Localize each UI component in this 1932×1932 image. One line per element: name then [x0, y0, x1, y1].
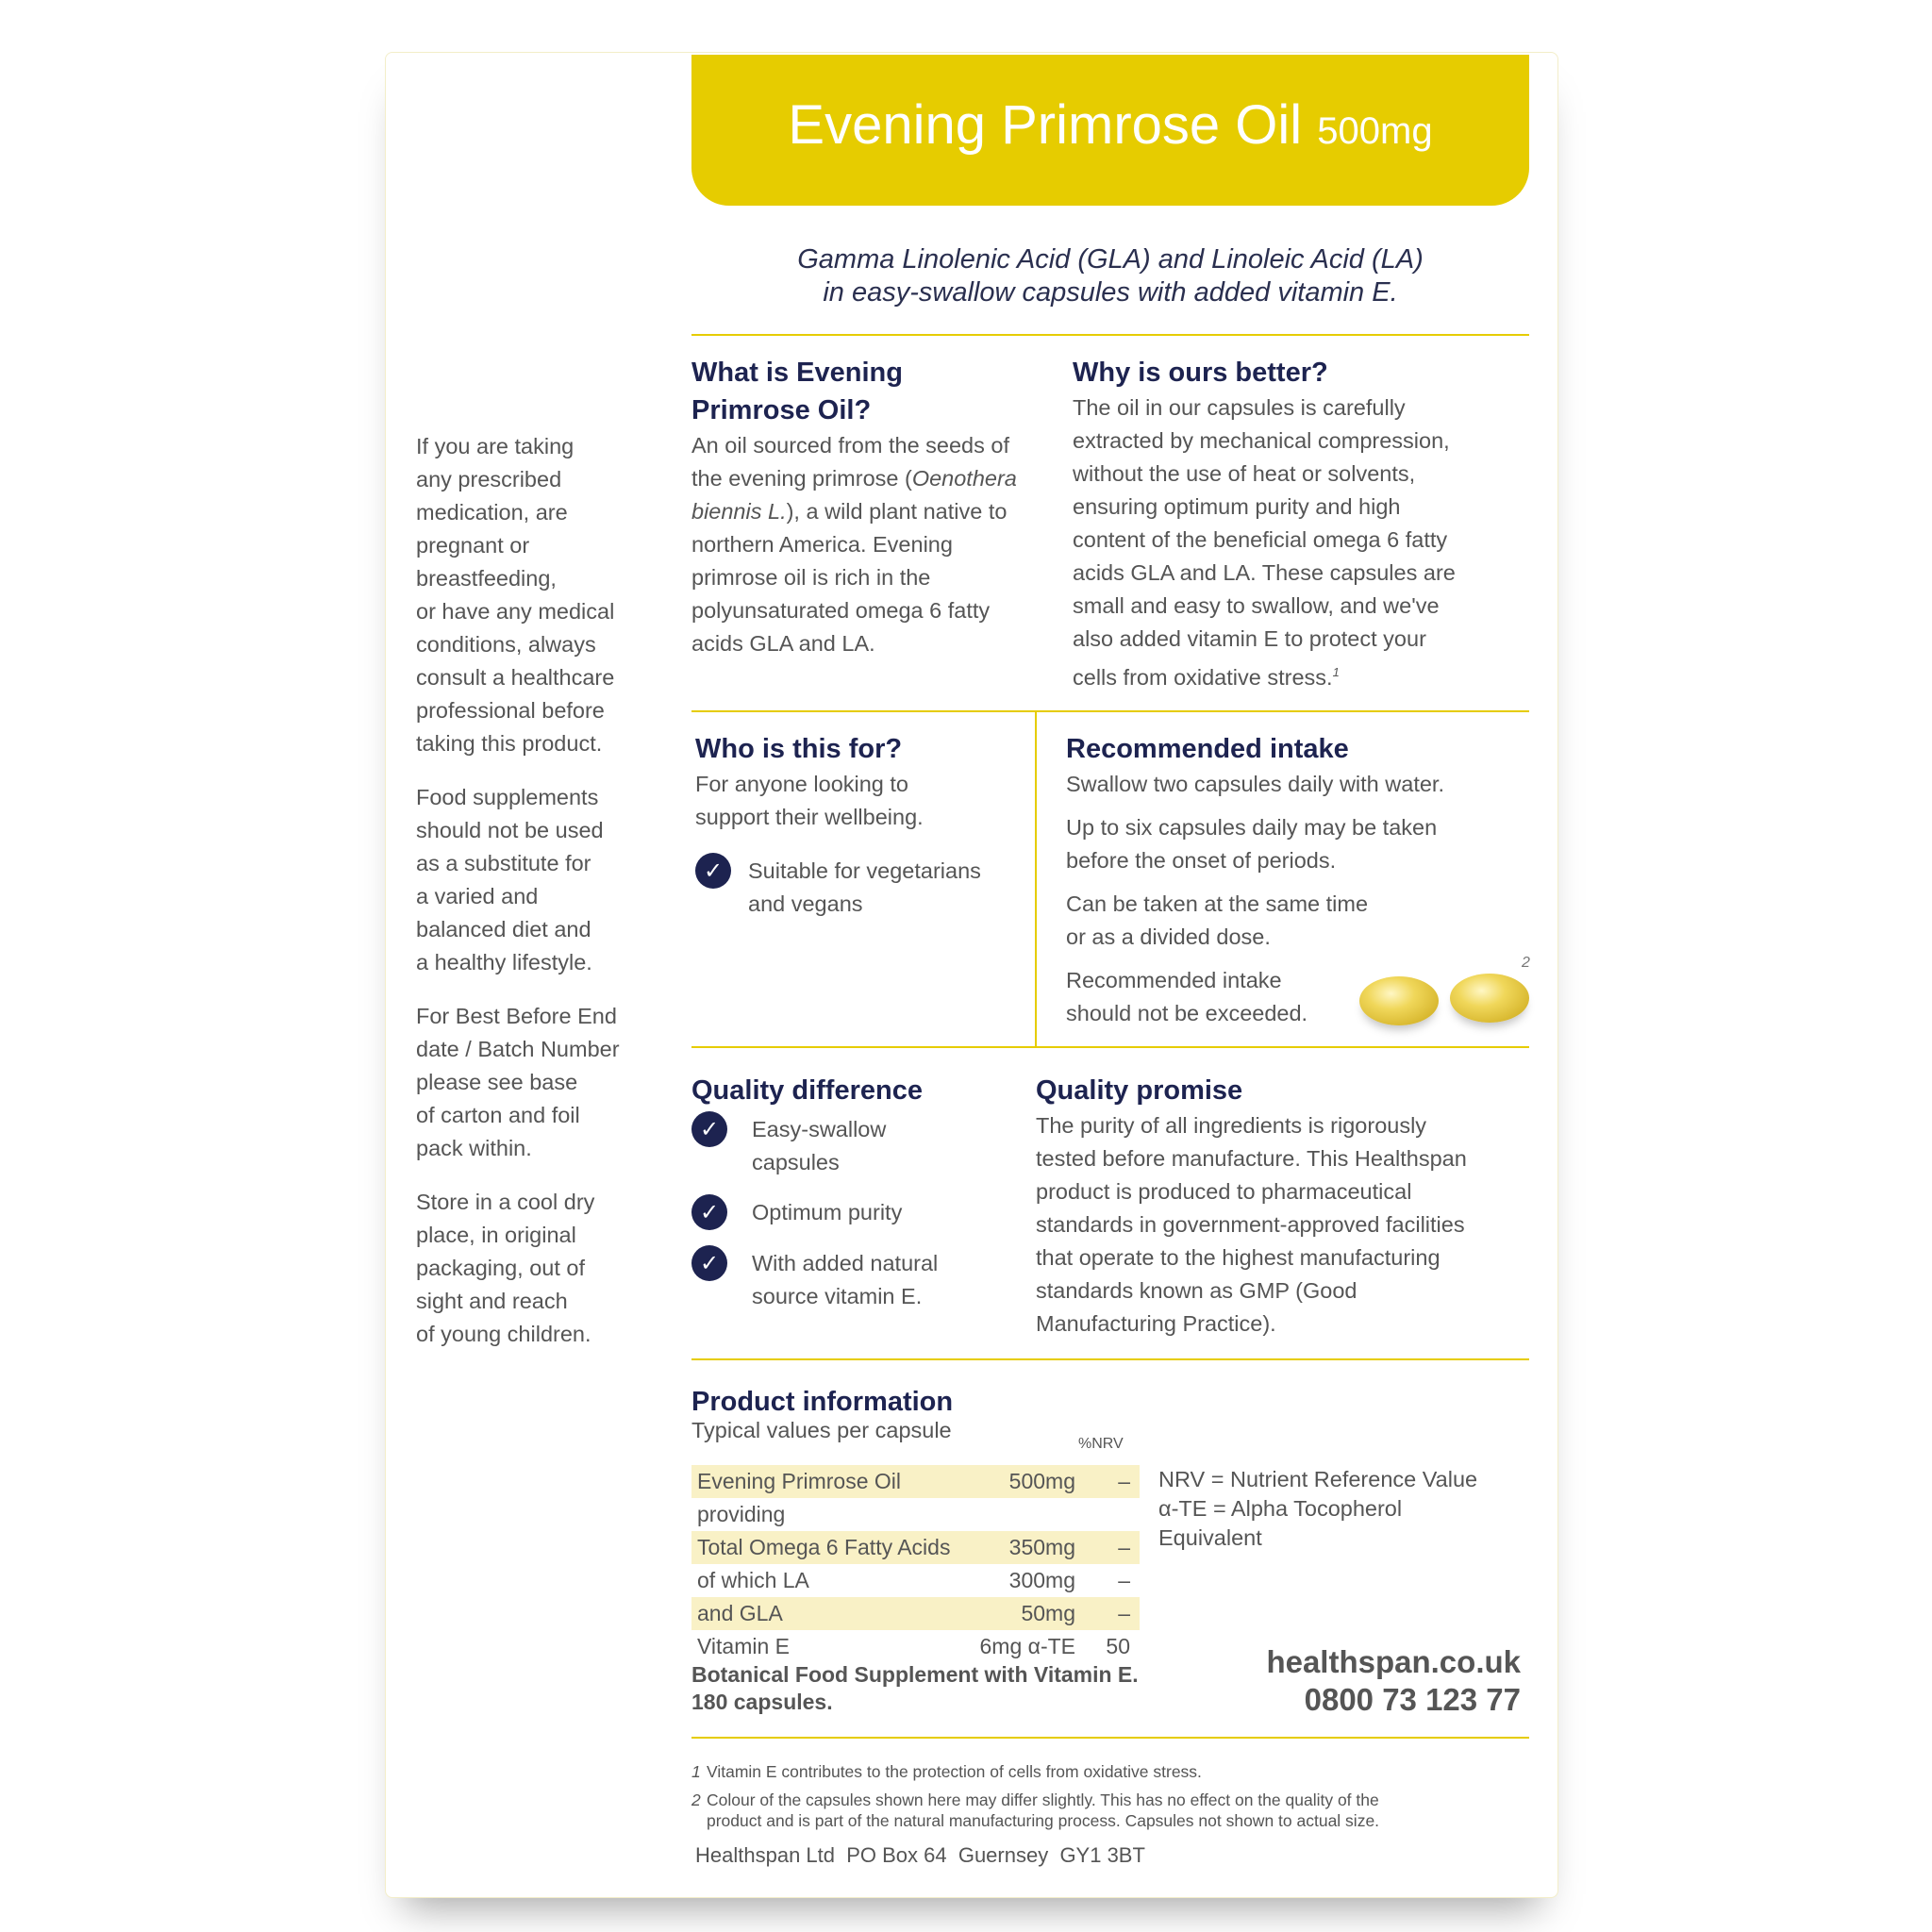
- sidebar-line: date / Batch Number: [416, 1037, 620, 1061]
- promise-line: that operate to the highest manufacturing: [1036, 1245, 1441, 1270]
- nrv-header: %NRV: [1078, 1436, 1124, 1452]
- promise-line: tested before manufacture. This Healthspan: [1036, 1146, 1467, 1171]
- checkmark-icon: ✓: [691, 1245, 727, 1281]
- divider: [691, 1737, 1529, 1739]
- why-line: extracted by mechanical compression,: [1073, 428, 1450, 453]
- nutrient-name: and GLA: [697, 1601, 783, 1625]
- sidebar-line: packaging, out of: [416, 1256, 585, 1280]
- promise-line: standards known as GMP (Good: [1036, 1278, 1357, 1303]
- why-heading: Why is ours better?: [1073, 358, 1328, 388]
- nutrient-nrv: –: [1118, 1568, 1130, 1592]
- quality-item-line: Optimum purity: [752, 1200, 903, 1224]
- what-heading: What is Evening Primrose Oil?: [691, 358, 903, 425]
- contact-block: [1266, 1643, 1521, 1719]
- sidebar-line: pack within.: [416, 1136, 532, 1160]
- quality-item-line: With added natural: [752, 1251, 939, 1275]
- sidebar-line: sight and reach: [416, 1289, 568, 1313]
- phone-number: 0800 73 123 77: [1304, 1682, 1521, 1717]
- sidebar-line: any prescribed: [416, 467, 562, 491]
- sidebar-line: Store in a cool dry: [416, 1190, 595, 1214]
- quality-promise-text: [1036, 1109, 1536, 1341]
- divider-vertical: [1035, 710, 1037, 1046]
- table-row: [691, 1498, 1140, 1531]
- sidebar-line: please see base: [416, 1070, 578, 1094]
- why-line: without the use of heat or solvents,: [1073, 461, 1416, 486]
- checkmark-icon: ✓: [695, 853, 731, 889]
- nutrient-nrv: 50: [1106, 1634, 1130, 1658]
- nutrient-amount: 300mg: [1008, 1568, 1075, 1592]
- company-address: Healthspan Ltd PO Box 64 Guernsey GY1 3BT: [695, 1843, 1145, 1867]
- sidebar-line: professional before: [416, 698, 605, 723]
- vegan-check: ✓ Suitable for vegetarians and vegans: [695, 855, 1025, 921]
- table-row: [691, 1465, 1140, 1498]
- checkmark-icon: ✓: [691, 1194, 727, 1230]
- nutrient-nrv: –: [1118, 1601, 1130, 1625]
- product-info-heading-block: [691, 1383, 953, 1443]
- sidebar-line: For Best Before End: [416, 1004, 617, 1028]
- nutrient-name: Evening Primrose Oil: [697, 1469, 902, 1493]
- why-text: [1073, 391, 1544, 656]
- who-section: [695, 730, 1025, 921]
- table-row: [691, 1630, 1140, 1663]
- promise-line: product is produced to pharmaceutical: [1036, 1179, 1412, 1204]
- sidebar-line: medication, are: [416, 500, 568, 525]
- product-summary: Botanical Food Supplement with Vitamin E. 180 capsules.: [691, 1662, 1139, 1714]
- nutrient-nrv: –: [1118, 1469, 1130, 1493]
- quality-item: [691, 1196, 1012, 1230]
- intake-heading: Recommended intake: [1066, 734, 1349, 764]
- nutrition-table: [691, 1465, 1140, 1663]
- footnote-ref: 2: [1522, 955, 1530, 971]
- quality-item-line: capsules: [752, 1150, 840, 1174]
- sidebar-paragraph: [416, 1186, 661, 1351]
- nutrient-amount: 6mg α-TE: [979, 1634, 1075, 1658]
- product-info-subheading: Typical values per capsule: [691, 1418, 952, 1442]
- table-row: [691, 1597, 1140, 1630]
- nutrient-amount: 500mg: [1008, 1469, 1075, 1493]
- who-text: For anyone looking to support their wellbeing.: [695, 772, 924, 829]
- divider: [691, 334, 1529, 336]
- sidebar-line: should not be used: [416, 818, 604, 842]
- nutrient-name: of which LA: [697, 1568, 809, 1592]
- why-line: The oil in our capsules is carefully: [1073, 395, 1406, 420]
- sidebar-line: of carton and foil: [416, 1103, 580, 1127]
- quality-difference-section: [691, 1072, 1012, 1313]
- sidebar-warnings: [416, 430, 661, 1372]
- promise-line: standards in government-approved facilities: [1036, 1212, 1465, 1237]
- sidebar-line: or have any medical: [416, 599, 615, 624]
- sidebar-line: breastfeeding,: [416, 566, 557, 591]
- sidebar-line: place, in original: [416, 1223, 576, 1247]
- product-subtitle: Gamma Linolenic Acid (GLA) and Linoleic Acid (LA) in easy-swallow capsules with added vitamin E.: [797, 244, 1424, 308]
- checkmark-icon: ✓: [691, 1111, 727, 1147]
- sidebar-line: conditions, always: [416, 632, 596, 657]
- nutrient-name: Total Omega 6 Fatty Acids: [697, 1535, 951, 1559]
- product-info-heading: Product information: [691, 1387, 954, 1417]
- quality-item-line: source vitamin E.: [752, 1284, 923, 1308]
- quality-item: [691, 1247, 1012, 1313]
- promise-line: The purity of all ingredients is rigorously: [1036, 1113, 1427, 1138]
- sidebar-line: If you are taking: [416, 434, 575, 458]
- sidebar-line: as a substitute for: [416, 851, 591, 875]
- quality-item-line: Easy-swallow: [752, 1117, 887, 1141]
- quality-promise-section: [1036, 1072, 1536, 1341]
- sidebar-paragraph: [416, 1000, 661, 1165]
- why-better-section: Why is ours better? The oil in our capsules is carefully extracted by mechanical compression, without the use of heat or solvents, ensuring optimum purity and high content of the beneficial omega 6 fatty acids GLA and LA. These capsules are small and easy to swallow, and we've also added vitamin E to protect your cells from oxidative stress.$^1$: [1073, 354, 1544, 694]
- nutrient-name: providing: [697, 1502, 786, 1526]
- capsule-image: [1450, 974, 1529, 1023]
- sidebar-line: pregnant or: [416, 533, 530, 558]
- nutrient-name: Vitamin E: [697, 1634, 791, 1658]
- nutrient-amount: 50mg: [1021, 1601, 1075, 1625]
- product-title: Evening Primrose Oil 500mg: [788, 93, 1433, 156]
- divider: [691, 1046, 1529, 1048]
- why-line: ensuring optimum purity and high: [1073, 494, 1401, 519]
- title-banner: [691, 55, 1529, 206]
- nutrient-amount: 350mg: [1008, 1535, 1075, 1559]
- what-is-section: [691, 354, 1059, 660]
- table-row: [691, 1564, 1140, 1597]
- why-line: content of the beneficial omega 6 fatty: [1073, 527, 1448, 552]
- quality-promise-heading: Quality promise: [1036, 1075, 1243, 1106]
- footnotes: 1 Vitamin E contributes to the protection of cells from oxidative stress. 2 Colour of the capsules shown here may differ slightly. This has no effect on the quality of the product and is part of the natural manufacturing process. Capsules not shown to actual size.: [691, 1762, 1380, 1830]
- why-line: also added vitamin E to protect your: [1073, 626, 1426, 651]
- who-heading: Who is this for?: [695, 734, 903, 764]
- promise-line: Manufacturing Practice).: [1036, 1311, 1276, 1336]
- quality-difference-heading: Quality difference: [691, 1075, 923, 1106]
- quality-item: [691, 1113, 1012, 1179]
- divider: [691, 710, 1529, 712]
- sidebar-line: a healthy lifestyle.: [416, 950, 592, 974]
- sidebar-line: balanced diet and: [416, 917, 591, 941]
- sidebar-paragraph: [416, 781, 661, 979]
- intake-section: Recommended intake Swallow two capsules daily with water. Up to six capsules daily may be taken before the onset of periods. Can be taken at the same time or as a divided dose. Recommended intake should not be exceeded.: [1066, 730, 1538, 1030]
- sidebar-paragraph: [416, 430, 661, 760]
- sidebar-line: consult a healthcare: [416, 665, 615, 690]
- divider: [691, 1358, 1529, 1360]
- sidebar-line: taking this product.: [416, 731, 603, 756]
- capsule-image: [1359, 976, 1439, 1025]
- why-line: small and easy to swallow, and we've: [1073, 593, 1440, 618]
- website-link[interactable]: healthspan.co.uk: [1266, 1644, 1521, 1679]
- what-text: An oil sourced from the seeds of the evening primrose (Oenothera biennis L.), a wild plant native to northern America. Evening primrose oil is rich in the polyunsaturated omega 6 fatty acids GLA and LA.: [691, 433, 1017, 656]
- sidebar-line: Food supplements: [416, 785, 599, 809]
- why-line: acids GLA and LA. These capsules are: [1073, 560, 1456, 585]
- nutrient-nrv: –: [1118, 1535, 1130, 1559]
- table-row: [691, 1531, 1140, 1564]
- sidebar-line: a varied and: [416, 884, 539, 908]
- nrv-notes: NRV = Nutrient Reference Value α-TE = Alpha Tocopherol Equivalent: [1158, 1467, 1478, 1550]
- sidebar-line: of young children.: [416, 1322, 591, 1346]
